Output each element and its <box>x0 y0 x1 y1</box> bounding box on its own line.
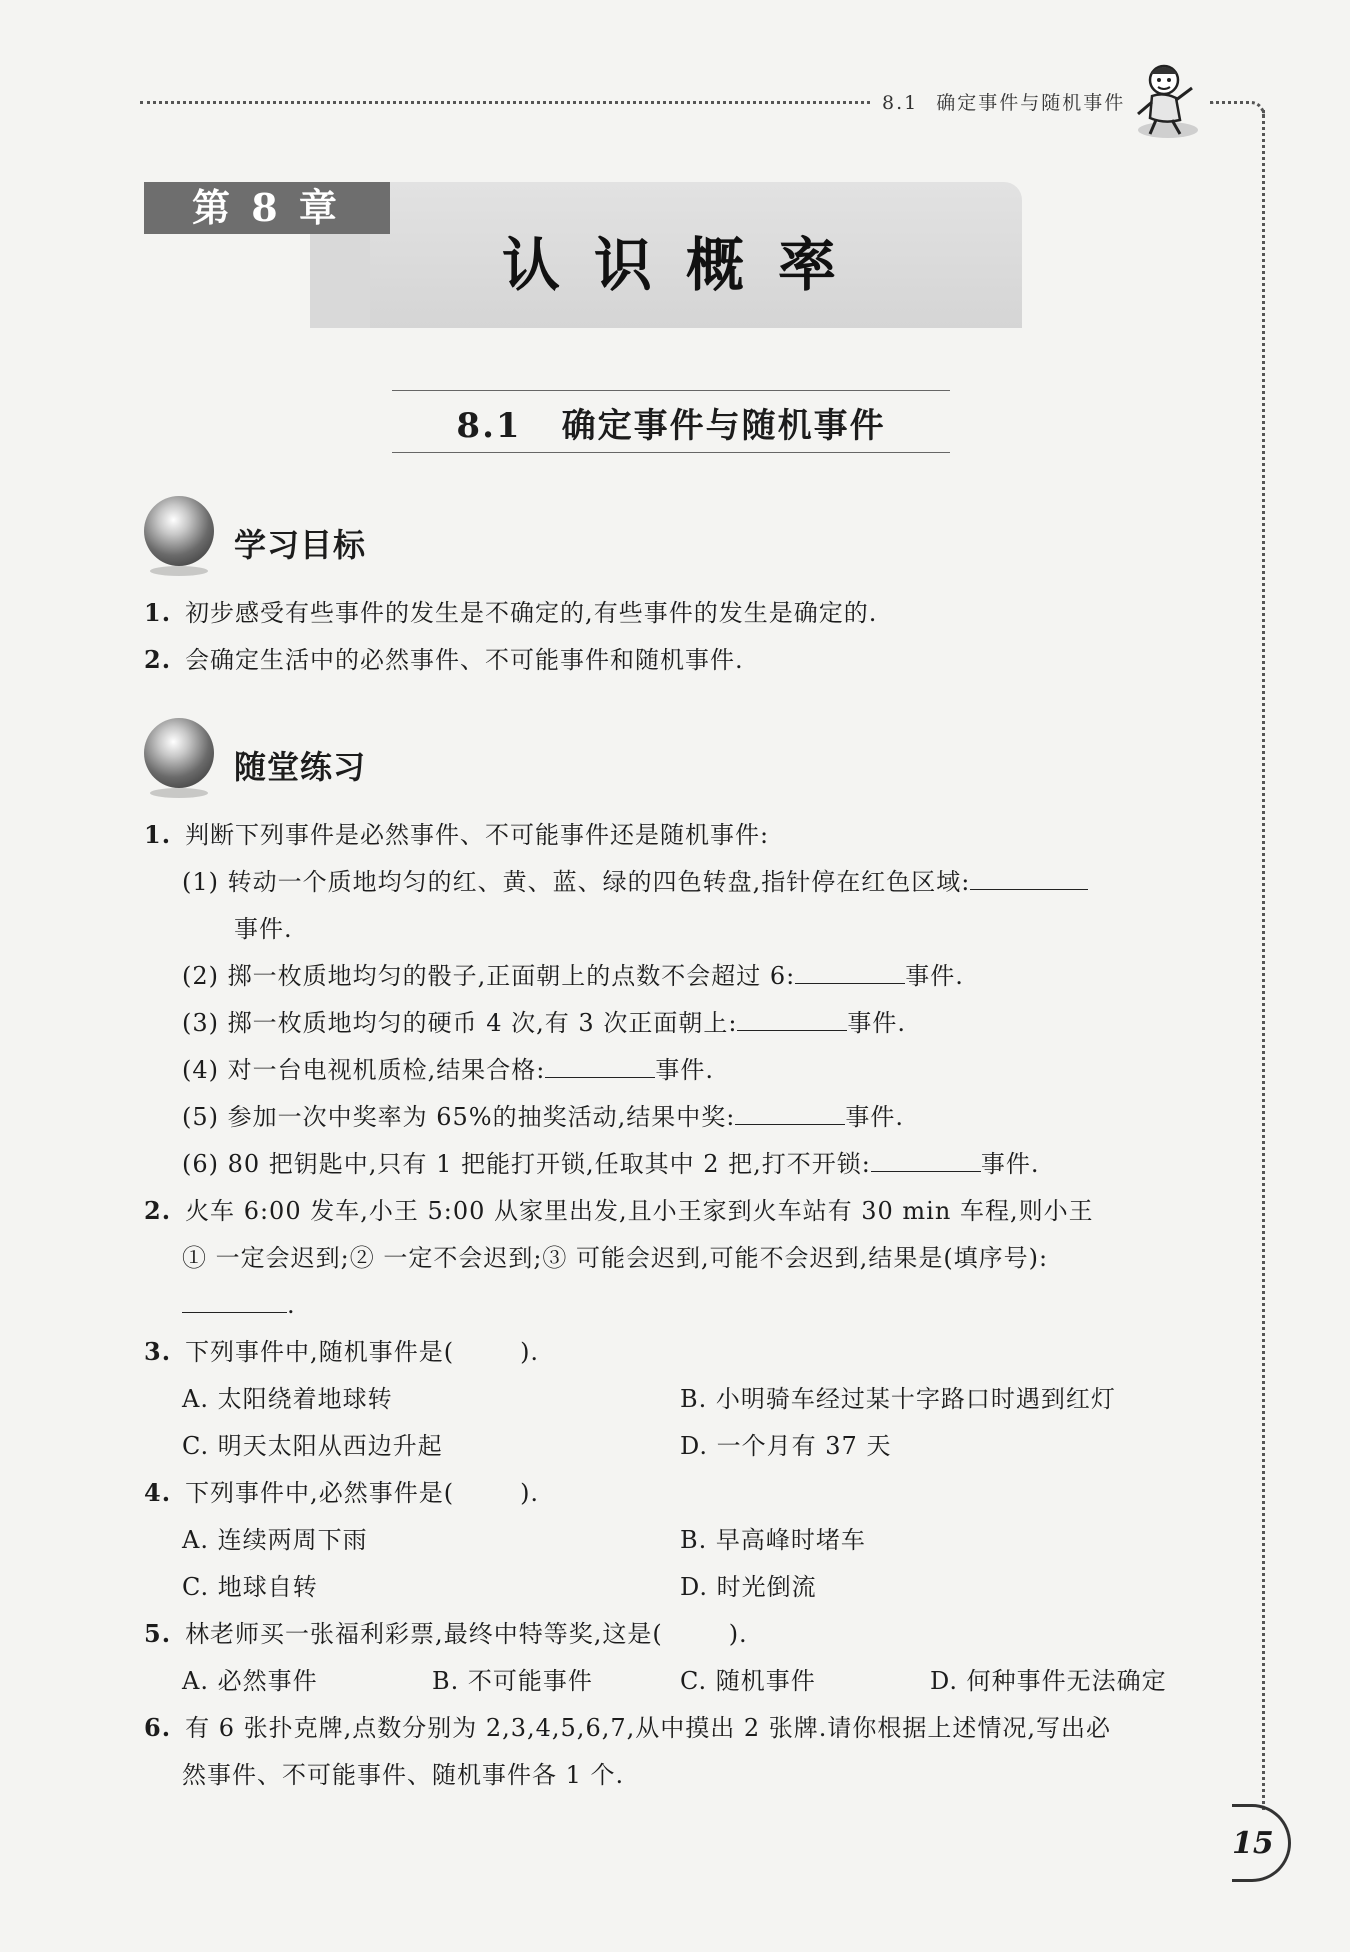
question-text: 判断下列事件是必然事件、不可能事件还是随机事件: <box>185 821 770 849</box>
answer-blank[interactable] <box>871 1149 981 1172</box>
question-text: 火车 6:00 发车,小王 5:00 从家里出发,且小王家到火车站有 30 min 车程,则小王 <box>185 1197 1094 1225</box>
objective-item <box>144 598 877 628</box>
question-1-item <box>182 1055 714 1085</box>
question-text-end: ). <box>728 1620 748 1648</box>
objective-item <box>144 645 744 675</box>
objectives-heading: 学习目标 <box>234 526 367 564</box>
item-text: 80 把钥匙中,只有 1 把能打开锁,任取其中 2 把,打不开锁: <box>227 1150 871 1178</box>
option[interactable] <box>182 1525 368 1555</box>
question-text: 有 6 张扑克牌,点数分别为 2,3,4,5,6,7,从中摸出 2 张牌.请你根据上述情况,写出必 <box>185 1714 1112 1742</box>
option-text: 明天太阳从西边升起 <box>217 1432 443 1460</box>
option-text: 连续两周下雨 <box>217 1526 368 1554</box>
answer-blank[interactable] <box>182 1290 287 1313</box>
question-5-stem <box>144 1619 748 1649</box>
item-label: (1) <box>182 868 219 896</box>
answer-blank[interactable] <box>545 1055 655 1078</box>
question-number: 3. <box>144 1337 172 1366</box>
item-label: (4) <box>182 1056 219 1084</box>
question-6-stem <box>144 1713 1111 1743</box>
answer-end: . <box>287 1291 296 1319</box>
item-text: 掷一枚质地均匀的骰子,正面朝上的点数不会超过 6: <box>227 962 796 990</box>
answer-blank[interactable] <box>970 867 1088 890</box>
question-number: 2. <box>144 1196 172 1225</box>
question-2-answer <box>182 1290 296 1320</box>
option-text: 时光倒流 <box>716 1573 817 1601</box>
question-1-item-cont <box>234 914 293 944</box>
chapter-title: 认识概率 <box>501 231 870 299</box>
item-text: 掷一枚质地均匀的硬币 4 次,有 3 次正面朝上: <box>227 1009 738 1037</box>
option-label: C. <box>182 1432 210 1460</box>
question-number: 6. <box>144 1713 172 1742</box>
option-label: D. <box>680 1573 709 1601</box>
objective-number: 2. <box>144 645 172 674</box>
answer-blank[interactable] <box>737 1008 847 1031</box>
ball-shadow <box>150 788 208 798</box>
option-label: D. <box>680 1432 709 1460</box>
item-suffix: 事件. <box>905 962 964 990</box>
page-number: 15 <box>1232 1826 1274 1861</box>
item-label: (2) <box>182 962 219 990</box>
item-label: (3) <box>182 1009 219 1037</box>
objective-text: 初步感受有些事件的发生是不确定的,有些事件的发生是确定的. <box>185 599 878 627</box>
margin-dotted-rule <box>1262 110 1265 1810</box>
sphere-icon <box>144 496 214 566</box>
item-label: (5) <box>182 1103 219 1131</box>
option-label: C. <box>680 1667 708 1695</box>
option-label: D. <box>930 1667 959 1695</box>
question-number: 5. <box>144 1619 172 1648</box>
question-text-end: ). <box>520 1338 540 1366</box>
option[interactable] <box>680 1572 817 1602</box>
section-rule-top <box>392 390 950 391</box>
question-1-item <box>182 1102 904 1132</box>
margin-dotted-corner <box>1210 101 1265 118</box>
option-text: 必然事件 <box>217 1667 318 1695</box>
question-number: 1. <box>144 820 172 849</box>
question-3-stem <box>144 1337 539 1367</box>
option-label: A. <box>182 1385 209 1413</box>
answer-blank[interactable] <box>735 1102 845 1125</box>
option[interactable] <box>182 1384 393 1414</box>
option[interactable] <box>182 1666 318 1696</box>
mascot-icon <box>1128 58 1204 142</box>
option-label: C. <box>182 1573 210 1601</box>
option[interactable] <box>930 1666 1167 1696</box>
answer-blank[interactable] <box>795 961 905 984</box>
section-rule-bottom <box>392 452 950 453</box>
question-2-stem <box>144 1196 1094 1226</box>
item-suffix: 事件. <box>847 1009 907 1037</box>
question-6-stem-cont <box>182 1760 624 1790</box>
option[interactable] <box>182 1431 443 1461</box>
option-text: 太阳绕着地球转 <box>217 1385 393 1413</box>
option-label: B. <box>680 1385 708 1413</box>
item-text: 参加一次中奖率为 65%的抽奖活动,结果中奖: <box>227 1103 736 1131</box>
running-header <box>882 88 1125 115</box>
option[interactable] <box>680 1384 1116 1414</box>
option-label: B. <box>680 1526 708 1554</box>
question-1-item <box>182 1008 906 1038</box>
question-number: 4. <box>144 1478 172 1507</box>
question-text: 下列事件中,随机事件是( <box>185 1338 455 1366</box>
item-text: 对一台电视机质检,结果合格: <box>227 1056 546 1084</box>
item-suffix: 事件. <box>655 1056 714 1084</box>
item-suffix: 事件. <box>980 1150 1040 1178</box>
question-1-item <box>182 867 1088 897</box>
question-text-end: ). <box>520 1479 540 1507</box>
item-suffix: 事件. <box>234 915 293 943</box>
option-text: 不可能事件 <box>467 1667 593 1695</box>
question-text: 然事件、不可能事件、随机事件各 1 个. <box>182 1761 625 1789</box>
chapter-tab: 第 8 章 <box>144 182 390 234</box>
item-suffix: 事件. <box>845 1103 904 1131</box>
practice-heading: 随堂练习 <box>234 748 367 786</box>
header-section-name: 确定事件与随机事件 <box>936 92 1126 114</box>
question-text: 林老师买一张福利彩票,最终中特等奖,这是( <box>185 1620 663 1648</box>
question-1-item <box>182 961 964 991</box>
question-1-stem <box>144 820 769 850</box>
question-text: 下列事件中,必然事件是( <box>185 1479 455 1507</box>
sphere-icon <box>144 718 214 788</box>
option-text: 何种事件无法确定 <box>966 1667 1167 1695</box>
option-text: 地球自转 <box>217 1573 318 1601</box>
option-label: A. <box>182 1526 209 1554</box>
option[interactable] <box>432 1666 593 1696</box>
option[interactable] <box>182 1572 318 1602</box>
option-label: B. <box>432 1667 460 1695</box>
objective-text: 会确定生活中的必然事件、不可能事件和随机事件. <box>185 646 744 674</box>
ball-shadow <box>150 566 208 576</box>
question-2-options <box>182 1243 1048 1273</box>
option[interactable] <box>680 1666 816 1696</box>
option[interactable] <box>680 1431 891 1461</box>
option-text: 小明骑车经过某十字路口时遇到红灯 <box>715 1385 1116 1413</box>
section-number: 8.1 <box>456 406 522 446</box>
header-dotted-rule <box>140 101 870 104</box>
option-text: 早高峰时堵车 <box>715 1526 866 1554</box>
option-label: A. <box>182 1667 209 1695</box>
option-text: 随机事件 <box>715 1667 816 1695</box>
question-4-stem <box>144 1478 539 1508</box>
option[interactable] <box>680 1525 866 1555</box>
item-label: (6) <box>182 1150 219 1178</box>
objective-number: 1. <box>144 598 172 627</box>
chapter-title-box <box>350 182 1022 328</box>
question-1-item <box>182 1149 1039 1179</box>
section-name: 确定事件与随机事件 <box>561 406 886 446</box>
question-text: ① 一定会迟到;② 一定不会迟到;③ 可能会迟到,可能不会迟到,结果是(填序号): <box>182 1244 1049 1272</box>
header-section-number: 8.1 <box>882 92 919 114</box>
item-text: 转动一个质地均匀的红、黄、蓝、绿的四色转盘,指针停在红色区域: <box>227 868 971 896</box>
section-title <box>392 398 950 447</box>
option-text: 一个月有 37 天 <box>716 1432 892 1460</box>
